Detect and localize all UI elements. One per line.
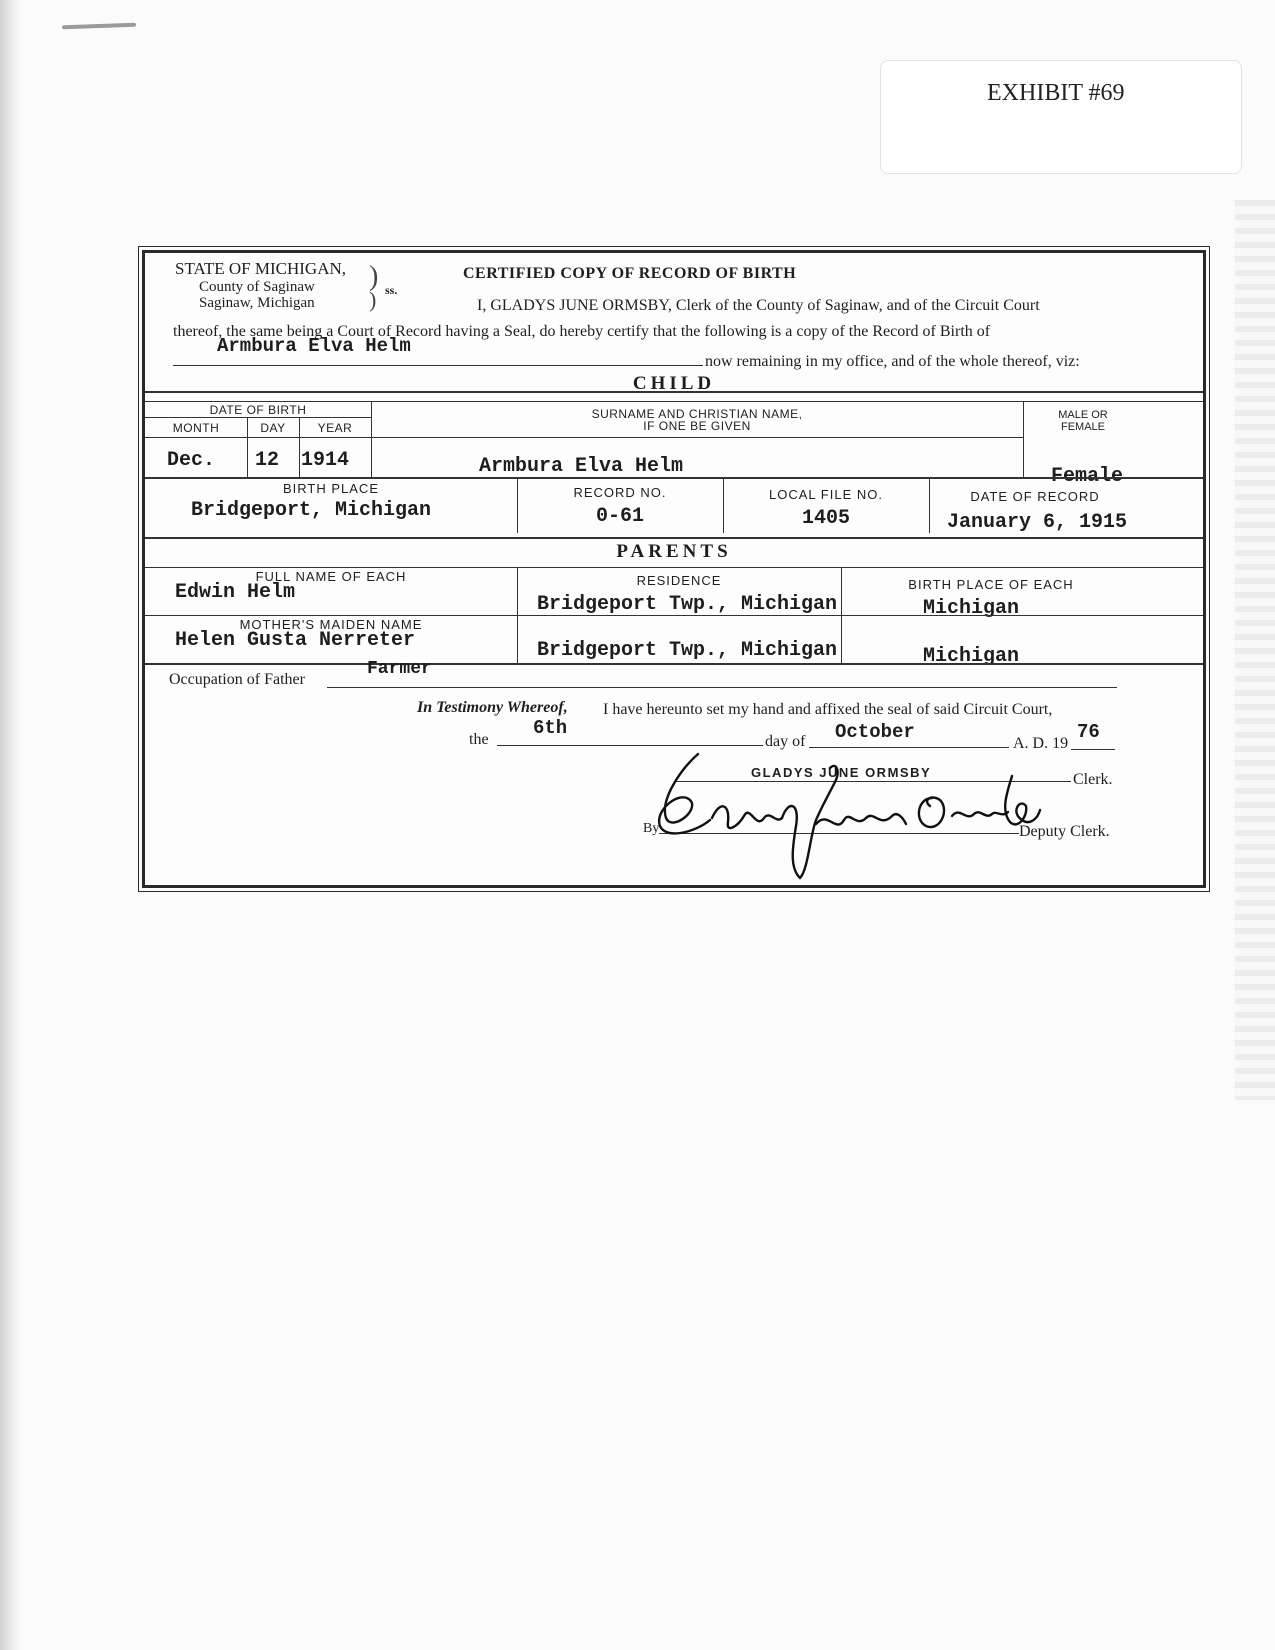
mother-maiden-label: MOTHER'S MAIDEN NAME	[239, 617, 423, 632]
subject-name-underline	[173, 365, 703, 366]
exhibit-label: EXHIBIT #69	[987, 80, 1125, 106]
birth-place: Bridgeport, Michigan	[191, 499, 432, 522]
certification-line-3: now remaining in my office, and of the whole thereof, viz:	[705, 353, 1080, 370]
child-row2-rule	[145, 477, 1203, 479]
city-label: Saginaw, Michigan	[199, 295, 315, 311]
clerk-signature	[640, 740, 1060, 890]
testimony-year: 76	[1077, 721, 1100, 743]
vline-name-sex	[1023, 401, 1024, 477]
testimony-month: October	[835, 721, 915, 743]
county-label: County of Saginaw	[199, 279, 315, 295]
occupation-underline	[327, 687, 1117, 688]
occupation-value: Farmer	[367, 659, 432, 679]
staple-mark	[62, 23, 136, 30]
scan-edge	[0, 0, 20, 1650]
deputy-clerk-label: Deputy Clerk.	[1019, 823, 1110, 840]
mother-name: Helen Gusta Nerreter	[175, 629, 416, 652]
record-no-label: RECORD NO.	[573, 485, 667, 500]
vline-dob-name	[371, 401, 372, 477]
clerk-label: Clerk.	[1073, 771, 1113, 788]
brace: )	[369, 261, 379, 292]
father-birth-place: Michigan	[922, 597, 1019, 620]
ss-label: ss.	[385, 283, 398, 297]
year-label: YEAR	[317, 421, 353, 435]
sex-label-line-1: MALE OR	[1058, 409, 1108, 421]
father-name: Edwin Helm	[175, 581, 296, 604]
subject-name: Armbura Elva Helm	[217, 335, 411, 357]
parents-bottom-rule	[145, 663, 1203, 665]
birth-year: 1914	[301, 449, 350, 472]
state-label: STATE OF MICHIGAN,	[175, 259, 347, 278]
testimony-text: I have hereunto set my hand and affixed the seal of said Circuit Court,	[603, 701, 1053, 718]
certificate-title: CERTIFIED COPY OF RECORD OF BIRTH	[463, 265, 797, 282]
occupation-label: Occupation of Father	[169, 671, 305, 688]
date-of-record-label: DATE OF RECORD	[970, 489, 1100, 504]
child-header-rule	[145, 401, 1203, 402]
brace-lower: )	[369, 287, 377, 312]
vline-day-year	[299, 417, 300, 477]
bleed-through-edge	[1235, 200, 1275, 1100]
month-label: MONTH	[172, 421, 220, 435]
clerk-name: GLADYS JUNE ORMSBY	[751, 765, 932, 780]
child-section-title: CHILD	[632, 373, 716, 394]
birth-month: Dec.	[167, 449, 216, 472]
mother-residence: Bridgeport Twp., Michigan	[537, 639, 838, 662]
parents-section-title: PARENTS	[616, 541, 732, 562]
vline-month-day	[247, 417, 248, 477]
parents-top-rule	[145, 537, 1203, 539]
record-no: 0-61	[595, 505, 644, 528]
by-label: By	[643, 821, 660, 836]
day-label: DAY	[260, 421, 286, 435]
dob-sub-rule	[145, 417, 371, 418]
ad-label: A. D. 19	[1013, 735, 1069, 752]
child-name: Armbura Elva Helm	[479, 455, 684, 478]
parents-mid-rule	[145, 615, 1203, 616]
date-of-birth-label: DATE OF BIRTH	[209, 403, 307, 417]
name-label-line-2: IF ONE BE GIVEN	[643, 419, 751, 433]
mother-birth-place: Michigan	[922, 645, 1019, 668]
local-file-no: 1405	[801, 507, 850, 530]
residence-label: RESIDENCE	[636, 573, 722, 588]
date-of-record: January 6, 1915	[947, 511, 1128, 534]
sex-label-line-2: FEMALE	[1060, 421, 1105, 433]
certification-line-2: thereof, the same being a Court of Record having a Seal, do hereby certify that the following is a copy of the Record of Birth of	[173, 323, 991, 340]
birth-place-each-label: BIRTH PLACE OF EACH	[908, 577, 1074, 592]
child-label-bottom-rule	[145, 437, 1023, 438]
birth-day: 12	[255, 449, 280, 472]
exhibit-label-box	[880, 60, 1242, 174]
birth-place-label: BIRTH PLACE	[282, 481, 379, 496]
testimony-day: 6th	[533, 717, 568, 739]
father-residence: Bridgeport Twp., Michigan	[537, 593, 838, 616]
certification-line-1: I, GLADYS JUNE ORMSBY, Clerk of the County of Saginaw, and of the Circuit Court	[477, 297, 1040, 314]
full-name-label: FULL NAME OF EACH	[255, 569, 407, 584]
parents-header-rule	[145, 567, 1203, 568]
vline-file-date	[929, 477, 930, 533]
child-sex: Female	[1051, 465, 1124, 488]
year-underline	[1071, 749, 1115, 750]
local-file-no-label: LOCAL FILE NO.	[769, 487, 883, 502]
the-label: the	[469, 731, 489, 748]
name-label-line-1: SURNAME AND CHRISTIAN NAME,	[591, 407, 803, 421]
testimony-lead: In Testimony Whereof,	[417, 699, 568, 716]
day-of-label: day of	[765, 733, 806, 750]
